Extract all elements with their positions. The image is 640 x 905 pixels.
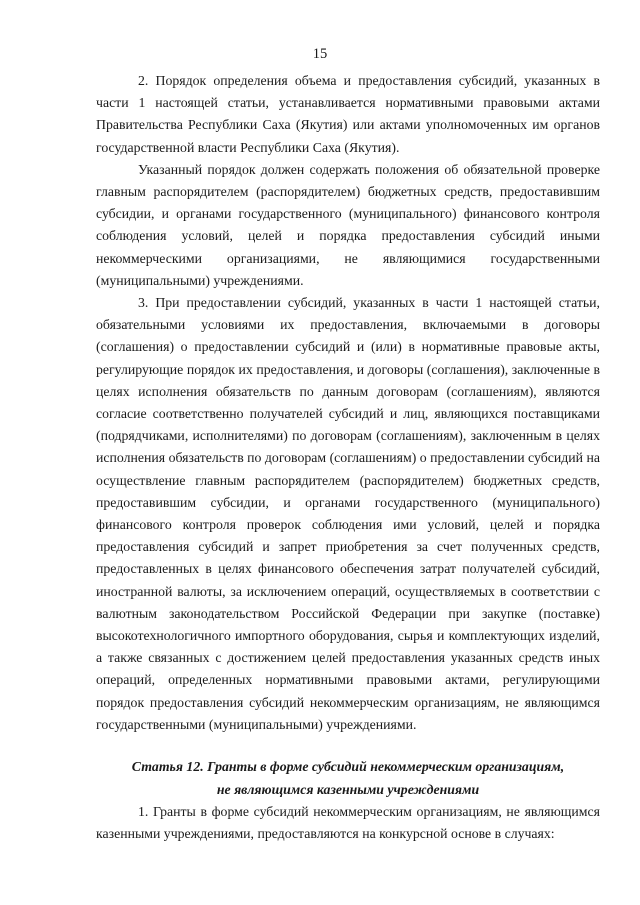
- document-body: [96, 70, 600, 846]
- article-12-heading-line-2: не являющимся казенными учреждениями: [216, 781, 480, 797]
- article-12-heading: [96, 756, 600, 801]
- page-number: 15: [312, 46, 328, 62]
- article-12-heading-line-1: Статья 12. Гранты в форме субсидий некоммерческим организациям,: [131, 759, 565, 775]
- paragraph-part-3: 3. При предоставлении субсидий, указанных в части 1 настоящей статьи, обязательными условиями их предоставления, включаемыми в договоры (соглашения) о предоставлении субсидий и (или) в нормативные правовые акты, регулирующие порядок их предоставления, и договоры (соглашения), заключенные в целях исполнения обязательств по данным договорам (соглашениям), являются согласие соответственно получателей субсидий и лиц, являющихся поставщиками (подрядчиками, исполнителями) по договорам (соглашениям), заключенным в целях исполнения обязательств по договорам (соглашениям) о предоставлении субсидий на осуществление главным распорядителем (распорядителем) бюджетных средств, предоставившим субсидии, и органами государственного (муниципального) финансового контроля проверок соблюдения ими условий, целей и порядка предоставления субсидий и запрет приобретения за счет полученных средств, предоставленных в целях финансового обеспечения затрат получателей субсидий, иностранной валюты, за исключением операций, осуществляемых в соответствии с валютным законодательством Российской Федерации при закупке (поставке) высокотехнологичного импортного оборудования, сырья и комплектующих изделий, а также связанных с достижением целей предоставления указанных средств иных операций, определенных нормативными правовыми актами, регулирующими порядок предоставления субсидий некоммерческим организациям, не являющимся государственными (муниципальными) учреждениями.: [96, 295, 600, 732]
- paragraph-part-2: 2. Порядок определения объема и предоставления субсидий, указанных в части 1 настоящей статьи, устанавливается нормативными правовыми актами Правительства Республики Саха (Якутия) или актами уполномоченных им органов государственной власти Республики Саха (Якутия).: [96, 73, 600, 155]
- paragraph-article-12-part-1: 1. Гранты в форме субсидий некоммерческим организациям, не являющимся казенными учреждениями, предоставляются на конкурсной основе в случаях:: [96, 804, 600, 842]
- paragraph-procedure-requirements: Указанный порядок должен содержать положения об обязательной проверке главным распорядителем (распорядителем) бюджетных средств, предоставившим субсидии, и органами государственного (муниципального) финансового контроля соблюдения условий, целей и порядка предоставления субсидий иными некоммерческими организациями, не являющимися государственными (муниципальными) учреждениями.: [96, 161, 600, 288]
